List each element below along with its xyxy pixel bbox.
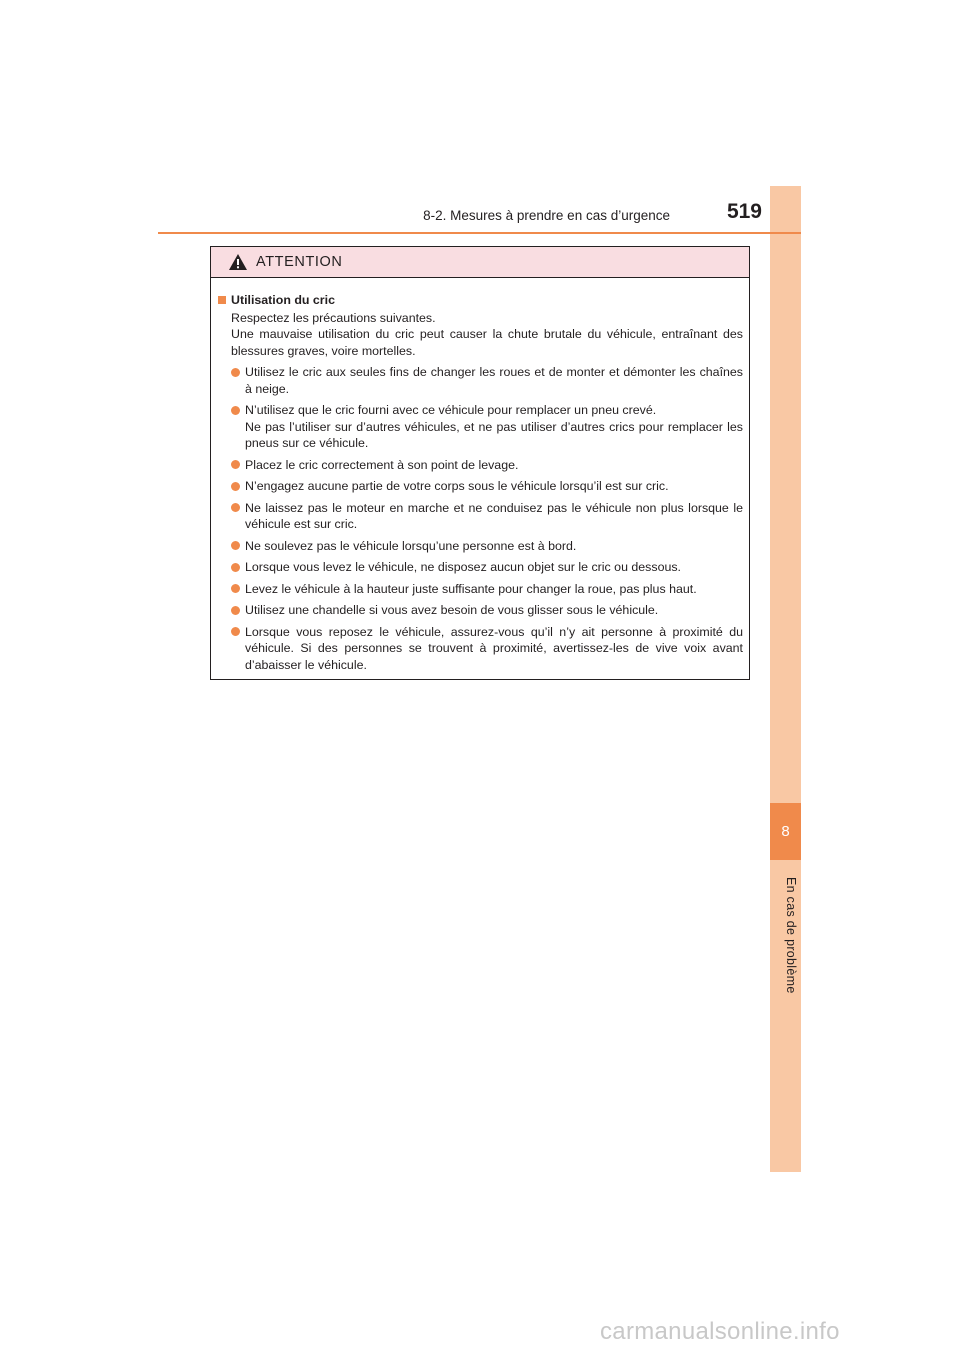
warning-header: [211, 247, 749, 278]
intro-line: Respectez les précautions suivantes.: [231, 310, 436, 325]
list-item-text: [245, 364, 743, 397]
round-bullet-icon: [231, 368, 240, 377]
section-title: 8-2. Mesures à prendre en cas d’urgence: [423, 208, 670, 223]
round-bullet-icon: [231, 460, 240, 469]
round-bullet-icon: [231, 482, 240, 491]
list-item: [218, 478, 743, 495]
list-item-line: Lorsque vous levez le véhicule, ne disposez aucun objet sur le cric ou dessous.: [245, 560, 681, 574]
list-item-text: [245, 500, 743, 533]
list-item-line: Utilisez une chandelle si vous avez besoin de vous glisser sous le véhicule.: [245, 603, 659, 617]
warning-triangle-icon: [228, 253, 248, 271]
list-item: [218, 602, 743, 619]
round-bullet-icon: [231, 584, 240, 593]
list-item-text: [245, 559, 743, 576]
list-item-text: [245, 457, 743, 474]
round-bullet-icon: [231, 627, 240, 636]
warning-body: [211, 278, 749, 673]
round-bullet-icon: [231, 503, 240, 512]
round-bullet-icon: [231, 563, 240, 572]
list-item-line: Placez le cric correctement à son point de levage.: [245, 457, 519, 472]
list-item-text: [245, 624, 743, 674]
intro-text: [218, 310, 743, 360]
precaution-list: [218, 364, 743, 673]
list-item-line: Lorsque vous reposez le véhicule, assurez-vous qu’il n’y ait personne à proximité du véhicule. Si des personnes se trouvent à proximité, avertissez-les de vive voix avant d’abaisser le véhicule.: [245, 624, 743, 672]
list-item: [218, 500, 743, 533]
heading-text: Utilisation du cric: [231, 293, 335, 307]
list-item: [218, 624, 743, 674]
warning-title: ATTENTION: [256, 254, 343, 270]
header-rule: [158, 232, 801, 234]
list-item: [218, 538, 743, 555]
list-item-line: N’engagez aucune partie de votre corps sous le véhicule lorsqu’il est sur cric.: [245, 479, 669, 493]
list-item-text: [245, 478, 743, 495]
warning-box: [210, 246, 750, 680]
list-item-text: [245, 602, 743, 619]
list-item-line: Ne pas l’utiliser sur d’autres véhicules, et ne pas utiliser d’autres crics pour remplacer les pneus sur ce véhicule.: [245, 419, 743, 450]
page-number: 519: [726, 200, 762, 223]
side-tab: [770, 186, 801, 1172]
watermark: carmanualsonline.info: [600, 1318, 840, 1345]
round-bullet-icon: [231, 541, 240, 550]
chapter-number-tab: 8: [770, 803, 801, 860]
chapter-title: En cas de problème: [784, 876, 798, 994]
square-bullet-icon: [218, 296, 226, 304]
list-item: [218, 559, 743, 576]
intro-line: Une mauvaise utilisation du cric peut causer la chute brutale du véhicule, entraînant des blessures graves, voire mortelles.: [231, 327, 743, 358]
list-item-line: Levez le véhicule à la hauteur juste suffisante pour changer la roue, pas plus haut.: [245, 581, 697, 596]
list-item: [218, 364, 743, 397]
list-item-text: [245, 581, 743, 598]
list-item: [218, 581, 743, 598]
list-item-line: N’utilisez que le cric fourni avec ce véhicule pour remplacer un pneu crevé.: [245, 403, 657, 417]
list-item-text: [245, 538, 743, 555]
list-item-line: Utilisez le cric aux seules fins de changer les roues et de monter et démonter les chaînes à neige.: [245, 365, 743, 396]
list-item-line: Ne laissez pas le moteur en marche et ne conduisez pas le véhicule non plus lorsque le véhicule est sur cric.: [245, 500, 743, 531]
section-heading: [218, 292, 743, 309]
list-item: [218, 402, 743, 452]
list-item: [218, 457, 743, 474]
list-item-text: [245, 402, 743, 452]
list-item-line: Ne soulevez pas le véhicule lorsqu’une personne est à bord.: [245, 538, 577, 553]
round-bullet-icon: [231, 606, 240, 615]
round-bullet-icon: [231, 406, 240, 415]
